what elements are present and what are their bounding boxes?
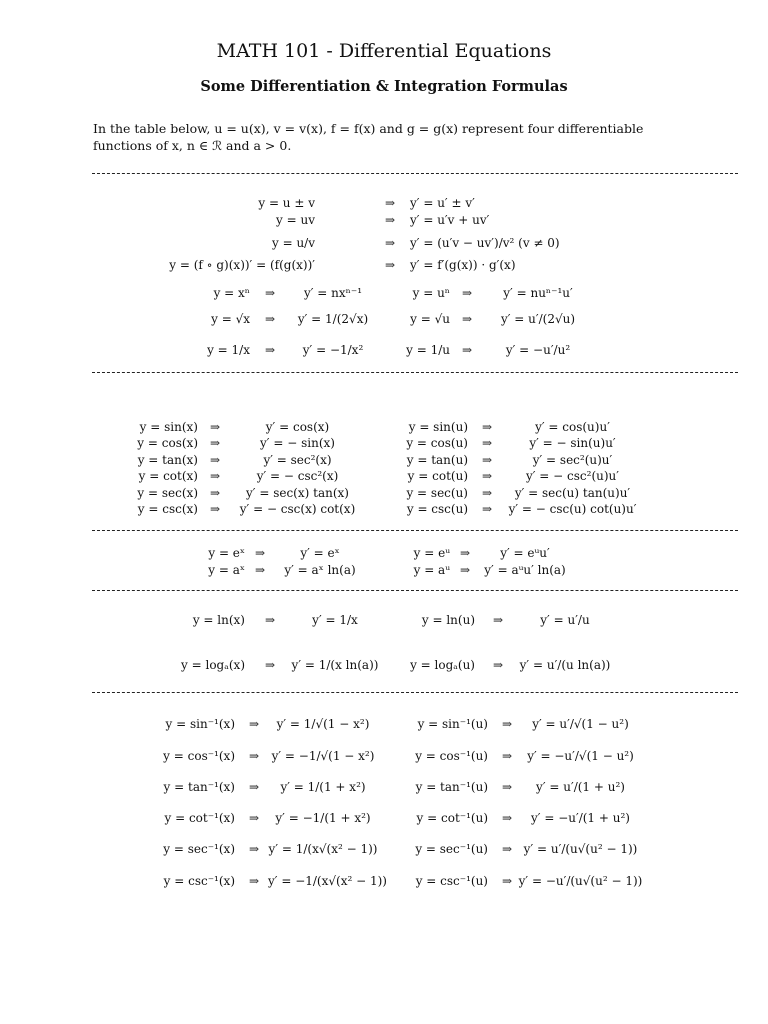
inverse-derivative-x: y′ = 1/√(1 − x²) bbox=[276, 717, 370, 731]
inverse-function-u: y = tan⁻¹(u) bbox=[415, 780, 488, 794]
power-derivative-x: y′ = nxⁿ⁻¹ bbox=[303, 286, 363, 300]
section-divider bbox=[92, 692, 738, 693]
rule-derivative: y′ = u′v + uv′ bbox=[410, 213, 490, 227]
implies-arrow: ⇒ bbox=[461, 286, 473, 300]
implies-arrow: ⇒ bbox=[492, 658, 504, 672]
inverse-function-u: y = csc⁻¹(u) bbox=[415, 874, 488, 888]
implies-arrow: ⇒ bbox=[209, 486, 221, 500]
trig-derivative-u: y′ = − sin(u)u′ bbox=[529, 436, 616, 450]
log-function-u: y = ln(u) bbox=[421, 613, 475, 627]
trig-function-u: y = sec(u) bbox=[406, 486, 468, 500]
implies-arrow: ⇒ bbox=[248, 874, 260, 888]
implies-arrow: ⇒ bbox=[384, 236, 396, 250]
log-function-u: y = logₐ(u) bbox=[410, 658, 475, 672]
power-derivative-x: y′ = 1/(2√x) bbox=[297, 312, 369, 326]
trig-derivative-x: y′ = sec(x) tan(x) bbox=[246, 486, 349, 500]
log-derivative-x: y′ = 1/x bbox=[312, 613, 358, 627]
intro-line-2: functions of x, n ∈ ℛ and a > 0. bbox=[93, 138, 292, 153]
log-derivative-u: y′ = u′/(u ln(a)) bbox=[519, 658, 611, 672]
trig-derivative-x: y′ = − csc(x) cot(x) bbox=[239, 502, 356, 516]
page-subtitle: Some Differentiation & Integration Formulas bbox=[200, 78, 568, 95]
trig-derivative-u: y′ = − csc²(u)u′ bbox=[525, 469, 619, 483]
implies-arrow: ⇒ bbox=[248, 811, 260, 825]
implies-arrow: ⇒ bbox=[501, 749, 513, 763]
implies-arrow: ⇒ bbox=[492, 613, 504, 627]
trig-function-x: y = csc(x) bbox=[137, 502, 198, 516]
section-divider bbox=[92, 173, 738, 174]
inverse-function-u: y = sin⁻¹(u) bbox=[417, 717, 488, 731]
implies-arrow: ⇒ bbox=[264, 312, 276, 326]
implies-arrow: ⇒ bbox=[481, 436, 493, 450]
implies-arrow: ⇒ bbox=[209, 436, 221, 450]
trig-function-x: y = cot(x) bbox=[138, 469, 198, 483]
power-function-x: y = xⁿ bbox=[213, 286, 250, 300]
log-function-x: y = ln(x) bbox=[192, 613, 245, 627]
implies-arrow: ⇒ bbox=[254, 563, 266, 577]
exp-function-x: y = aˣ bbox=[208, 563, 245, 577]
trig-derivative-x: y′ = − sin(x) bbox=[260, 436, 335, 450]
inverse-derivative-u: y′ = u′/(1 + u²) bbox=[536, 780, 625, 794]
section-divider bbox=[92, 530, 738, 531]
implies-arrow: ⇒ bbox=[501, 780, 513, 794]
implies-arrow: ⇒ bbox=[481, 502, 493, 516]
inverse-function-u: y = cos⁻¹(u) bbox=[415, 749, 488, 763]
rule-derivative: y′ = u′ ± v′ bbox=[410, 196, 475, 210]
inverse-function-u: y = cot⁻¹(u) bbox=[416, 811, 488, 825]
implies-arrow: ⇒ bbox=[501, 842, 513, 856]
inverse-function-x: y = tan⁻¹(x) bbox=[163, 780, 235, 794]
inverse-function-x: y = sin⁻¹(x) bbox=[165, 717, 235, 731]
exp-derivative-u: y′ = aᵘu′ ln(a) bbox=[484, 563, 566, 577]
intro-line-1: In the table below, u = u(x), v = v(x), f = f(x) and g = g(x) represent four differentiable bbox=[93, 121, 644, 136]
rule-function: y = (f ∘ g)(x))′ = (f(g(x))′ bbox=[169, 258, 315, 272]
exp-derivative-x: y′ = aˣ ln(a) bbox=[284, 563, 356, 577]
inverse-derivative-u: y′ = −u′/√(1 − u²) bbox=[527, 749, 634, 763]
inverse-derivative-u: y′ = −u′/(1 + u²) bbox=[531, 811, 630, 825]
exp-function-u: y = aᵘ bbox=[413, 563, 450, 577]
trig-function-x: y = sin(x) bbox=[139, 420, 198, 434]
implies-arrow: ⇒ bbox=[248, 749, 260, 763]
power-function-x: y = √x bbox=[211, 312, 250, 326]
inverse-function-x: y = csc⁻¹(x) bbox=[163, 874, 235, 888]
trig-function-x: y = sec(x) bbox=[137, 486, 198, 500]
implies-arrow: ⇒ bbox=[461, 312, 473, 326]
rule-derivative: y′ = (u′v − uv′)/v² (v ≠ 0) bbox=[410, 236, 560, 250]
inverse-derivative-x: y′ = 1/(x√(x² − 1)) bbox=[268, 842, 378, 856]
power-function-x: y = 1/x bbox=[207, 343, 250, 357]
inverse-function-x: y = cot⁻¹(x) bbox=[164, 811, 235, 825]
implies-arrow: ⇒ bbox=[264, 286, 276, 300]
inverse-function-x: y = cos⁻¹(x) bbox=[163, 749, 235, 763]
implies-arrow: ⇒ bbox=[481, 486, 493, 500]
log-function-x: y = logₐ(x) bbox=[181, 658, 245, 672]
implies-arrow: ⇒ bbox=[384, 213, 396, 227]
inverse-derivative-u: y′ = −u′/(u√(u² − 1)) bbox=[518, 874, 643, 888]
implies-arrow: ⇒ bbox=[461, 343, 473, 357]
implies-arrow: ⇒ bbox=[264, 343, 276, 357]
implies-arrow: ⇒ bbox=[459, 563, 471, 577]
page-title: MATH 101 - Differential Equations bbox=[216, 40, 552, 62]
implies-arrow: ⇒ bbox=[501, 874, 513, 888]
implies-arrow: ⇒ bbox=[209, 502, 221, 516]
trig-derivative-x: y′ = sec²(x) bbox=[263, 453, 332, 467]
trig-function-x: y = tan(x) bbox=[137, 453, 198, 467]
implies-arrow: ⇒ bbox=[481, 420, 493, 434]
power-derivative-x: y′ = −1/x² bbox=[302, 343, 364, 357]
inverse-derivative-u: y′ = u′/√(1 − u²) bbox=[532, 717, 629, 731]
implies-arrow: ⇒ bbox=[481, 469, 493, 483]
intro-paragraph bbox=[93, 120, 693, 154]
power-derivative-u: y′ = nuⁿ⁻¹u′ bbox=[503, 286, 573, 300]
exp-function-x: y = eˣ bbox=[208, 546, 245, 560]
trig-function-u: y = csc(u) bbox=[406, 502, 468, 516]
trig-derivative-x: y′ = cos(x) bbox=[265, 420, 330, 434]
trig-function-u: y = cos(u) bbox=[406, 436, 468, 450]
implies-arrow: ⇒ bbox=[384, 196, 396, 210]
inverse-derivative-x: y′ = −1/(x√(x² − 1)) bbox=[268, 874, 387, 888]
section-divider bbox=[92, 372, 738, 373]
inverse-function-u: y = sec⁻¹(u) bbox=[415, 842, 488, 856]
section-divider bbox=[92, 590, 738, 591]
exp-derivative-x: y′ = eˣ bbox=[300, 546, 340, 560]
trig-derivative-x: y′ = − csc²(x) bbox=[256, 469, 339, 483]
implies-arrow: ⇒ bbox=[501, 811, 513, 825]
inverse-derivative-x: y′ = −1/√(1 − x²) bbox=[271, 749, 375, 763]
inverse-derivative-x: y′ = −1/(1 + x²) bbox=[275, 811, 371, 825]
rule-derivative: y′ = f′(g(x)) · g′(x) bbox=[410, 258, 516, 272]
power-derivative-u: y′ = −u′/u² bbox=[505, 343, 571, 357]
log-derivative-x: y′ = 1/(x ln(a)) bbox=[291, 658, 379, 672]
inverse-function-x: y = sec⁻¹(x) bbox=[163, 842, 235, 856]
rule-function: y = uv bbox=[276, 213, 315, 227]
implies-arrow: ⇒ bbox=[248, 717, 260, 731]
implies-arrow: ⇒ bbox=[209, 453, 221, 467]
trig-function-x: y = cos(x) bbox=[137, 436, 198, 450]
implies-arrow: ⇒ bbox=[459, 546, 471, 560]
implies-arrow: ⇒ bbox=[264, 658, 276, 672]
implies-arrow: ⇒ bbox=[501, 717, 513, 731]
inverse-derivative-u: y′ = u′/(u√(u² − 1)) bbox=[523, 842, 638, 856]
inverse-derivative-x: y′ = 1/(1 + x²) bbox=[280, 780, 366, 794]
rule-function: y = u/v bbox=[271, 236, 315, 250]
implies-arrow: ⇒ bbox=[248, 780, 260, 794]
implies-arrow: ⇒ bbox=[384, 258, 396, 272]
power-derivative-u: y′ = u′/(2√u) bbox=[500, 312, 576, 326]
exp-derivative-u: y′ = eᵘu′ bbox=[500, 546, 550, 560]
trig-function-u: y = cot(u) bbox=[407, 469, 468, 483]
implies-arrow: ⇒ bbox=[248, 842, 260, 856]
implies-arrow: ⇒ bbox=[481, 453, 493, 467]
power-function-u: y = √u bbox=[410, 312, 450, 326]
trig-derivative-u: y′ = − csc(u) cot(u)u′ bbox=[508, 502, 637, 516]
trig-function-u: y = sin(u) bbox=[408, 420, 468, 434]
rule-function: y = u ± v bbox=[258, 196, 315, 210]
trig-function-u: y = tan(u) bbox=[406, 453, 468, 467]
implies-arrow: ⇒ bbox=[209, 420, 221, 434]
implies-arrow: ⇒ bbox=[209, 469, 221, 483]
trig-derivative-u: y′ = sec²(u)u′ bbox=[532, 453, 613, 467]
implies-arrow: ⇒ bbox=[264, 613, 276, 627]
log-derivative-u: y′ = u′/u bbox=[540, 613, 590, 627]
power-function-u: y = 1/u bbox=[406, 343, 450, 357]
power-function-u: y = uⁿ bbox=[412, 286, 450, 300]
trig-derivative-u: y′ = sec(u) tan(u)u′ bbox=[514, 486, 631, 500]
implies-arrow: ⇒ bbox=[254, 546, 266, 560]
trig-derivative-u: y′ = cos(u)u′ bbox=[535, 420, 610, 434]
exp-function-u: y = eᵘ bbox=[413, 546, 450, 560]
